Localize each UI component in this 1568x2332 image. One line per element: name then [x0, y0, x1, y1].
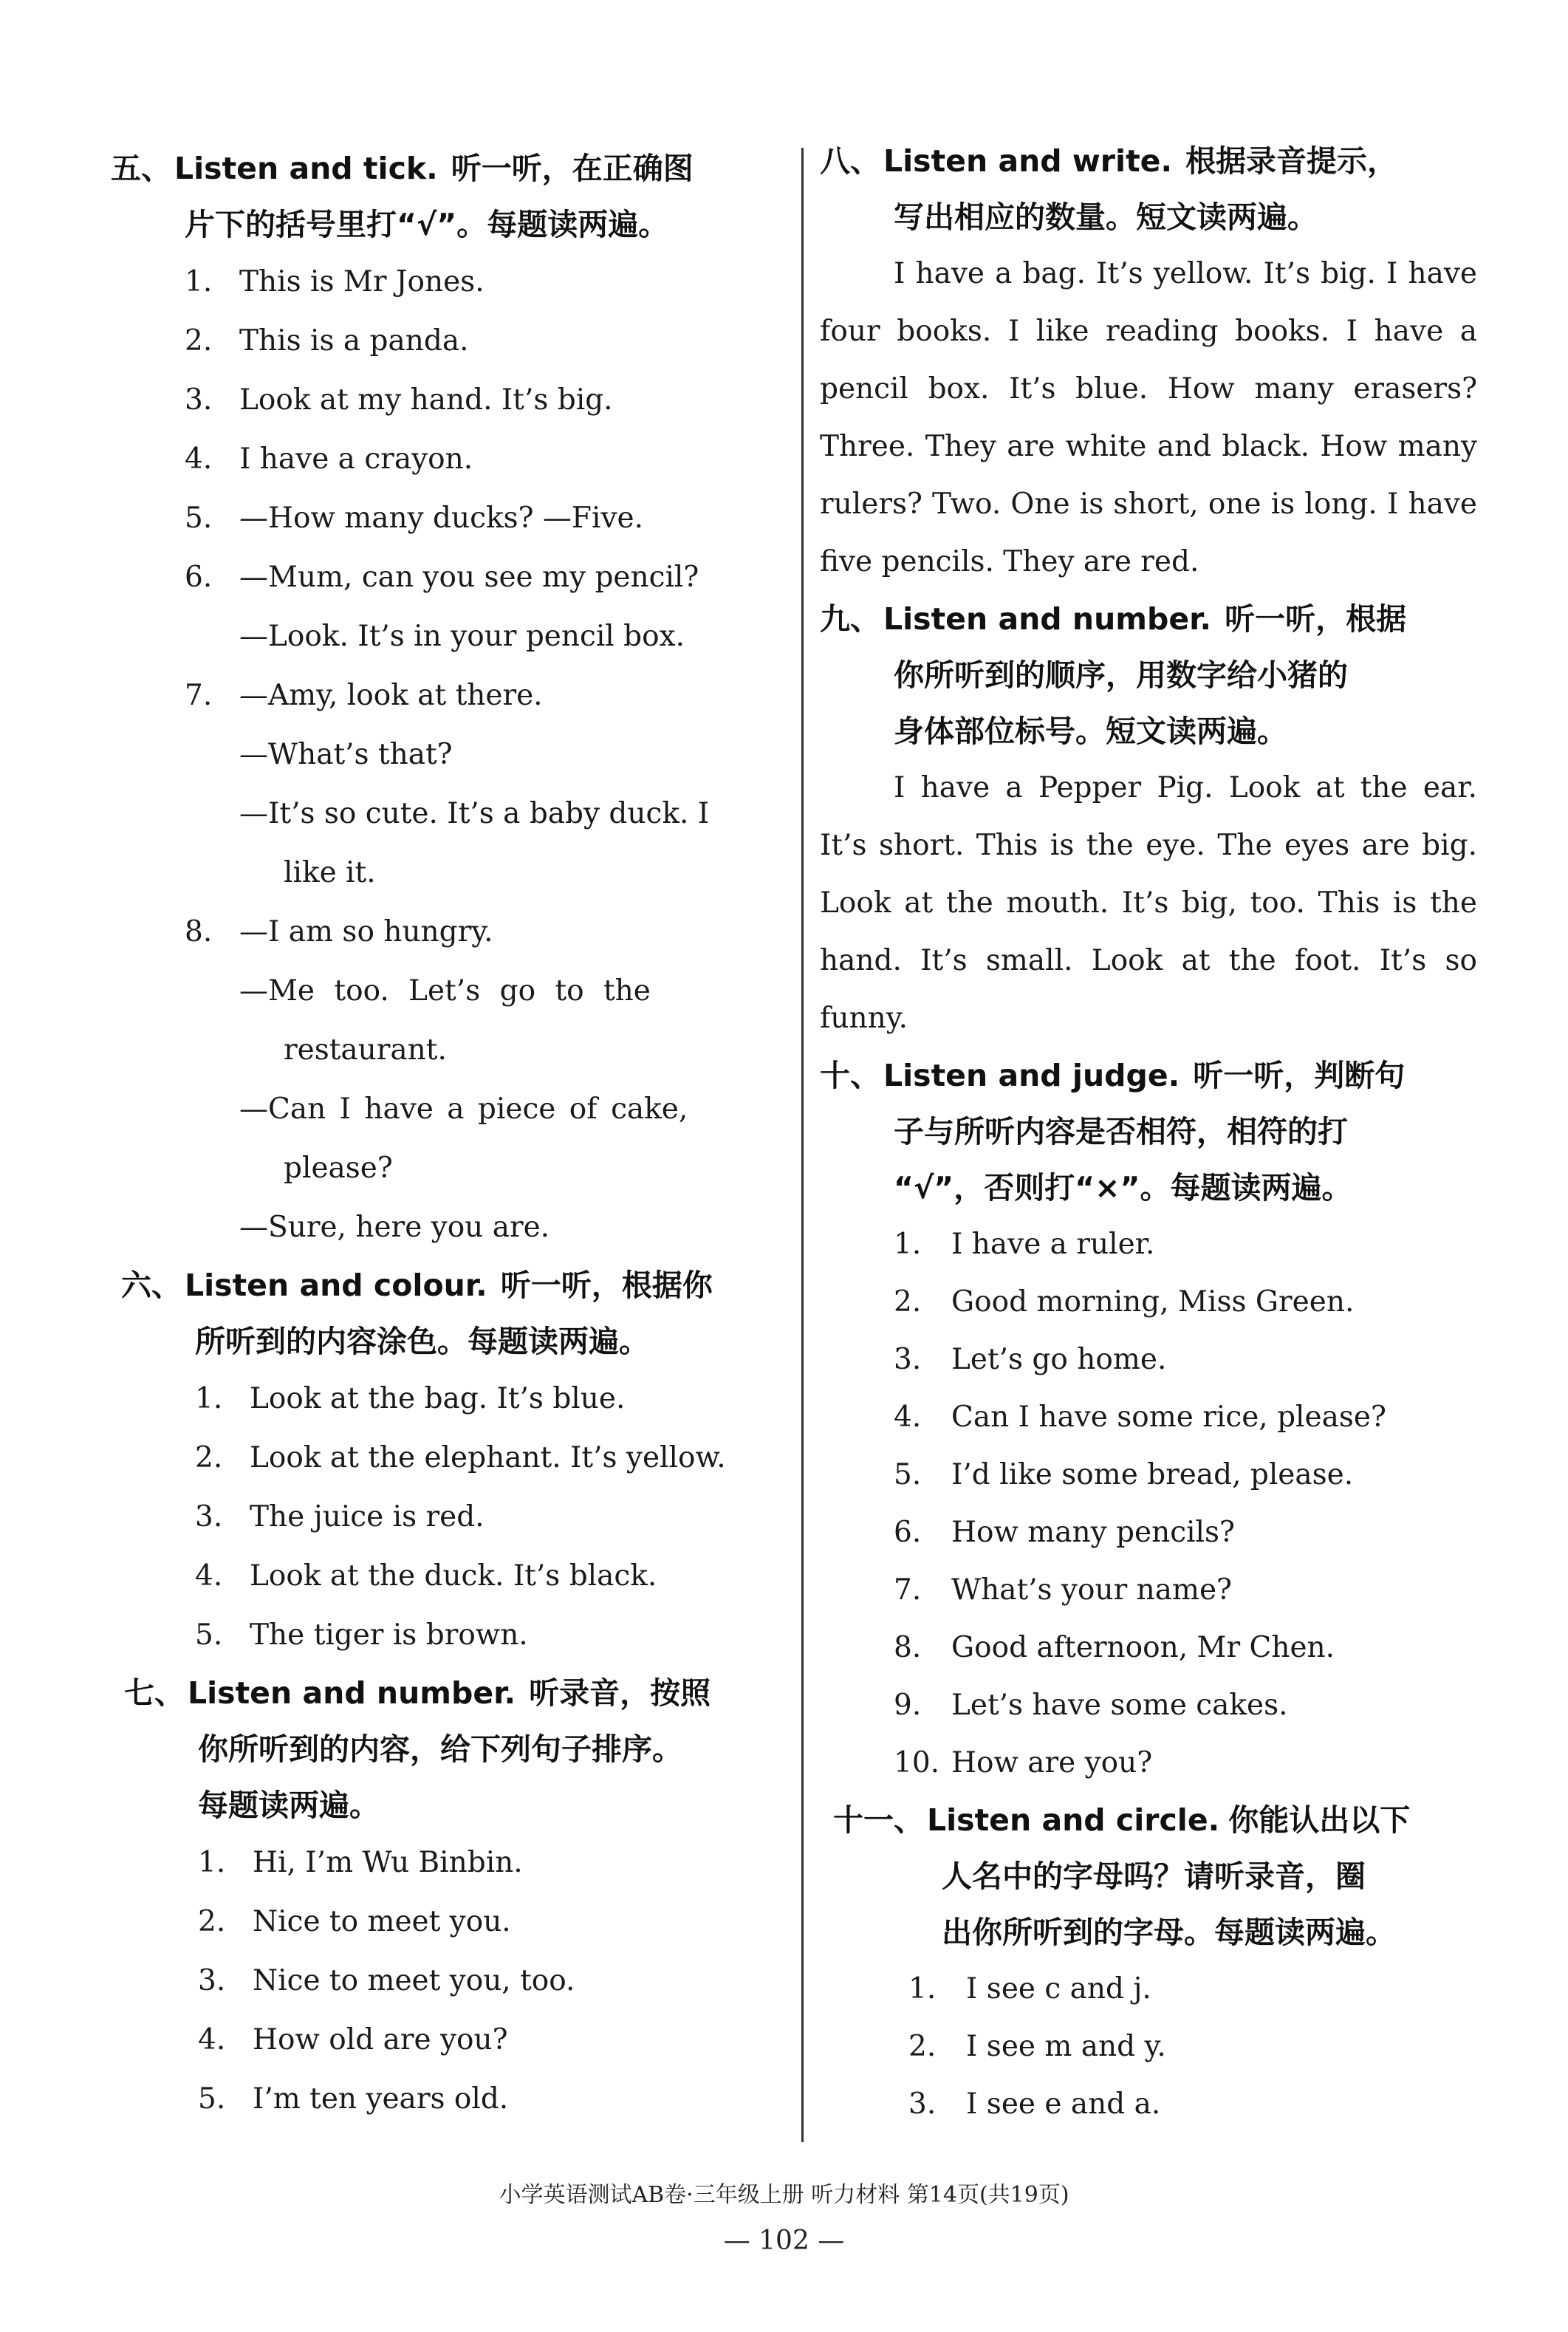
list-item: 5. I’m ten years old.: [198, 2082, 509, 2116]
section-9: [820, 591, 1477, 1047]
section-7: [111, 1665, 768, 2129]
list-item: 1. I have a ruler.: [894, 1228, 1155, 1261]
list-item: 4. Look at the duck. It’s black.: [195, 1559, 657, 1593]
section-5: [111, 140, 768, 1257]
list-item: 5. I’d like some bread, please.: [894, 1458, 1354, 1491]
list-item-continuation: restaurant.: [284, 1033, 447, 1067]
section-10-instruction: 子与所听内容是否相符，相符的打: [894, 1114, 1348, 1149]
section-5-instruction: 片下的括号里打“√”。每题读两遍。: [185, 207, 669, 242]
section-9-instruction: 你所听到的顺序，用数字给小猪的: [894, 657, 1348, 693]
list-item: 2. Good morning, Miss Green.: [894, 1285, 1355, 1319]
list-item: 3. Nice to meet you, too.: [198, 1964, 575, 1997]
section-6-instruction: 所听到的内容涂色。每题读两遍。: [195, 1324, 649, 1359]
list-item: 3. I see e and a.: [908, 2087, 1161, 2121]
list-item-continuation: please?: [284, 1152, 393, 1185]
section-8-heading: 八、Listen and write. 根据录音提示，: [820, 143, 1398, 179]
section-10-heading: 十、Listen and judge. 听一听，判断句: [820, 1058, 1406, 1093]
right-column: [820, 133, 1477, 2133]
list-item: 5. The tiger is brown.: [195, 1618, 528, 1652]
list-item: 3. Let’s go home.: [894, 1343, 1167, 1376]
section-11-instruction: 人名中的字母吗？请听录音，圈: [942, 1859, 1366, 1894]
list-item: 10. How are you?: [894, 1746, 1153, 1779]
section-7-heading: 七、Listen and number. 听录音，按照: [124, 1675, 711, 1711]
list-item: 1. Hi, I’m Wu Binbin.: [198, 1846, 523, 1879]
list-item-continuation: —Look. It’s in your pencil box.: [239, 620, 685, 653]
section-8: [820, 133, 1477, 591]
list-item: 1. I see c and j.: [908, 1972, 1151, 2006]
list-item: 7. What’s your name?: [894, 1573, 1232, 1607]
section-7-instruction: 你所听到的内容，给下列句子排序。: [198, 1731, 682, 1767]
list-item: 4. I have a crayon.: [185, 442, 473, 476]
column-divider: [801, 148, 804, 2142]
list-item: 3. The juice is red.: [195, 1500, 485, 1533]
list-item: 1. Look at the bag. It’s blue.: [195, 1382, 626, 1415]
list-item-continuation: —Sure, here you are.: [239, 1211, 550, 1244]
section-10: [820, 1047, 1477, 1792]
section-9-instruction-2: 身体部位标号。短文读两遍。: [894, 714, 1287, 749]
list-item: 1. This is Mr Jones.: [185, 265, 485, 298]
list-item: 6. How many pencils?: [894, 1516, 1235, 1549]
list-item: 3. Look at my hand. It’s big.: [185, 383, 613, 417]
section-9-heading: 九、Listen and number. 听一听，根据: [820, 601, 1407, 637]
section-11: [820, 1792, 1477, 2133]
list-item: 8. —I am so hungry.: [185, 915, 493, 948]
list-item-continuation: —What’s that?: [239, 738, 453, 771]
section-8-passage: I have a bag. It’s yellow. It’s big. I have four books. I like reading books. I have a pencil box. It’s blue. How many erasers? Three. They are white and black. How many rulers? Two. One is short, one is long. I have five pencils. They are red.: [820, 257, 1477, 578]
left-column: [111, 140, 768, 2129]
page-number: — 102 —: [723, 2226, 845, 2256]
list-item: 2. This is a panda.: [185, 324, 469, 358]
list-item: 7. —Amy, look at there.: [185, 679, 543, 712]
section-11-heading: 十一、Listen and circle. 你能认出以下: [833, 1802, 1411, 1838]
list-item: 2. Nice to meet you.: [198, 1905, 511, 1938]
list-item-continuation: —Me too. Let’s go to the: [239, 974, 651, 1008]
section-5-heading: 五、Listen and tick. 听一听，在正确图: [111, 151, 694, 186]
page-footer: [0, 2179, 1568, 2257]
section-6-heading: 六、Listen and colour. 听一听，根据你: [121, 1268, 713, 1303]
section-6: [111, 1257, 768, 1665]
list-item: 4. How old are you?: [198, 2023, 508, 2056]
section-10-instruction-2: “√”，否则打“×”。每题读两遍。: [894, 1170, 1352, 1206]
section-8-instruction: 写出相应的数量。短文读两遍。: [894, 199, 1318, 235]
list-item: 2. I see m and y.: [908, 2030, 1166, 2063]
list-item: 2. Look at the elephant. It’s yellow.: [195, 1441, 726, 1474]
list-item: 6. —Mum, can you see my pencil?: [185, 561, 699, 594]
list-item-continuation: —It’s so cute. It’s a baby duck. I: [239, 797, 710, 830]
section-11-instruction-2: 出你所听到的字母。每题读两遍。: [942, 1915, 1396, 1950]
list-item: 4. Can I have some rice, please?: [894, 1401, 1386, 1434]
list-item-continuation: like it.: [284, 856, 376, 889]
list-item: 9. Let’s have some cakes.: [894, 1689, 1288, 1722]
list-item: 8. Good afternoon, Mr Chen.: [894, 1631, 1335, 1664]
footer-caption: 小学英语测试AB卷·三年级上册 听力材料 第14页(共19页): [499, 2182, 1069, 2208]
list-item-continuation: —Can I have a piece of cake,: [239, 1093, 688, 1126]
section-7-instruction-2: 每题读两遍。: [198, 1788, 380, 1823]
section-9-passage: I have a Pepper Pig. Look at the ear. It’s short. This is the eye. The eyes are big. Look at the mouth. It’s big, too. This is the hand. It’s small. Look at the foot. It’s so funny.: [820, 771, 1477, 1035]
list-item: 5. —How many ducks? —Five.: [185, 502, 643, 535]
